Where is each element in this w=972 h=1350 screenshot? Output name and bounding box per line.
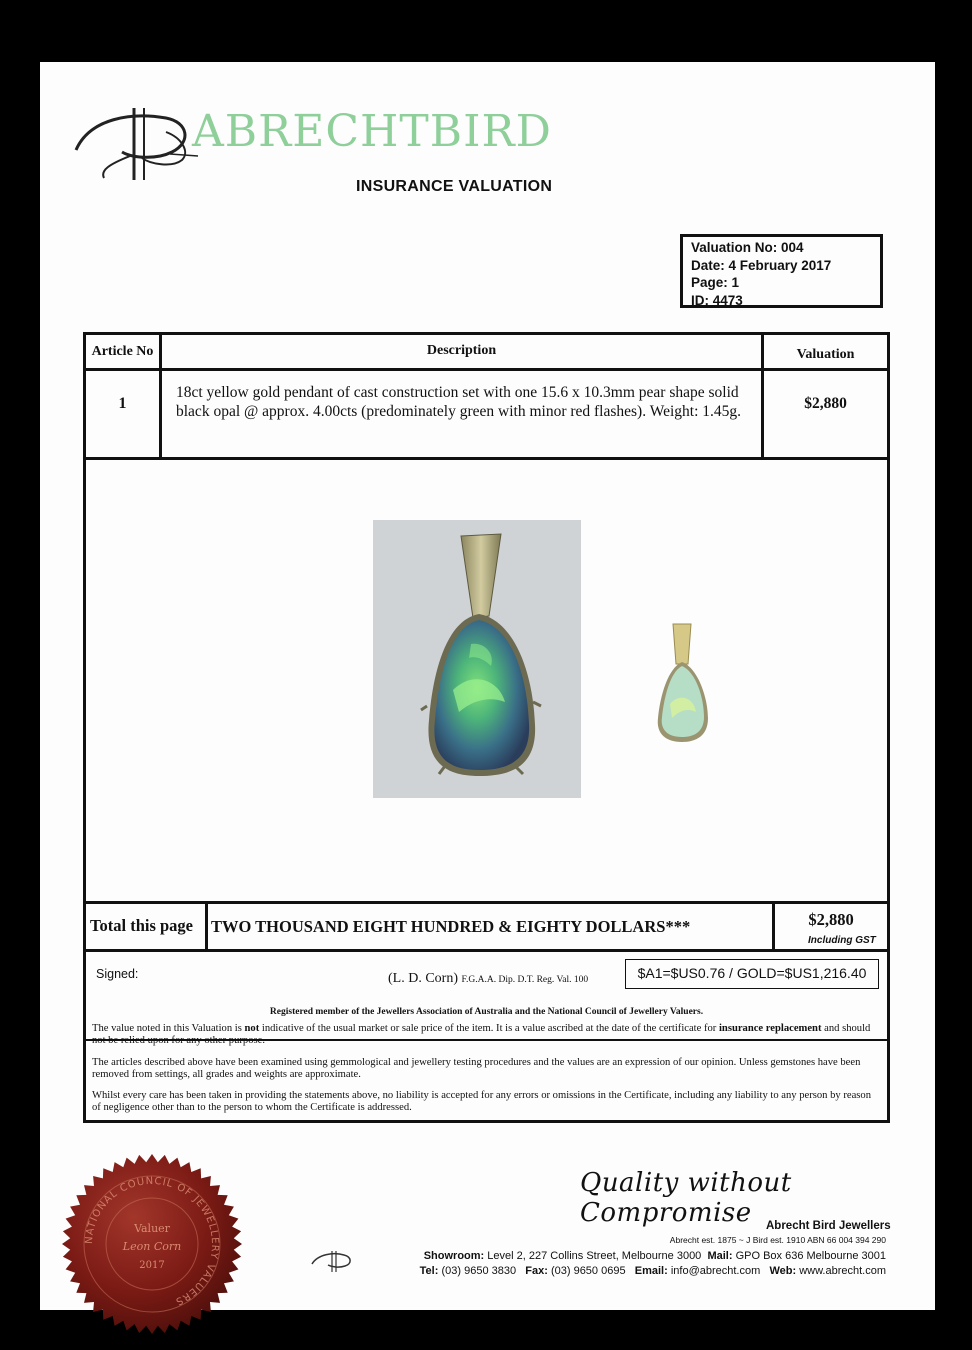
seal-text-line: Valuer [134,1222,170,1235]
valuation-date: Date: 4 February 2017 [691,257,832,273]
total-amount-words: TWO THOUSAND EIGHT HUNDRED & EIGHTY DOLLARS*** [211,917,691,936]
valuation-page: Page: 1 [691,275,740,290]
gst-note: Including GST [808,935,876,946]
total-amount: $2,880 [808,910,854,929]
disclaimer-liability: Whilst every care has been taken in providing the statements above, no liability is accepted for any errors or omissions in the Certificate, including any liability to any person by reason of negligence other than to the person to whom the Certificate is addressed. [92,1090,872,1113]
wax-seal [60,1152,244,1336]
valuation-info-box [680,234,883,308]
valuation-certificate [40,62,935,1310]
valuer-name: (L. D. Corn) [388,971,458,986]
disclaimer-text: and should not be relied upon for any other purpose. [92,1023,871,1046]
column-divider [772,901,775,951]
opal-pendant-photo [373,520,581,798]
disclaimer-text: The value noted in this Valuation is [92,1023,245,1034]
fax-label: Fax: [525,1265,548,1277]
brand-wordmark: ABRECHTBIRD [192,106,552,157]
document-title: INSURANCE VALUATION [356,178,553,195]
disclaimer-text: indicative of the usual market or sale price of the item. It is a value ascribed at the date of the certificate for [259,1023,719,1034]
row-description: 18ct yellow gold pendant of cast construction set with one 15.6 x 10.3mm pear shape solid black opal @ approx. 4.00cts (predominately green with minor red flashes). Weight: 1.45g. [176,384,742,420]
mail-label: Mail: [707,1250,733,1262]
column-divider [205,901,208,951]
tel-number: (03) 9650 3830 [441,1265,517,1277]
showroom-label: Showroom: [423,1250,485,1262]
company-established: Abrecht est. 1875 ~ J Bird est. 1910 ABN 66 004 394 290 [669,1235,886,1245]
valuer-signature [388,971,588,987]
web-link[interactable]: www.abrecht.com [799,1265,886,1277]
seal-text-line: 2017 [139,1260,165,1271]
disclaimer-emphasis: not [244,1023,260,1034]
disclaimer-testing: The articles described above have been examined using gemmological and jewellery testing procedures and the values are an expression of our opinion. Unless gemstones have been removed from settings, all grades and weights are approximate. [92,1057,861,1080]
ab-monogram-logo [70,98,200,184]
table-divider [86,368,887,371]
table-divider [86,457,887,460]
brand-tagline: Quality without Compromise [580,1168,792,1228]
signed-label: Signed: [96,967,139,981]
registration-statement: Registered member of the Jewellers Association of Australia and the National Council of Jewellery Valuers. [269,1007,704,1017]
showroom-address: Level 2, 227 Collins Street, Melbourne 3000 [487,1250,702,1262]
valuation-id: ID: 4473 [691,292,743,308]
row-article-no: 1 [118,395,127,412]
row-valuation: $2,880 [804,395,847,412]
valuation-number: Valuation No: 004 [691,240,804,255]
company-name: Abrecht Bird Jewellers [766,1220,891,1232]
exchange-rate-box: $A1=$US0.76 / GOLD=$US1,216.40 [625,959,879,989]
disclaimer-insurance [92,1023,882,1047]
header-valuation: Valuation [796,347,855,362]
email-link[interactable]: info@abrecht.com [670,1265,761,1277]
fax-number: (03) 9650 0695 [550,1265,626,1277]
valuer-credentials: F.G.A.A. Dip. D.T. Reg. Val. 100 [461,975,589,985]
footer-address-line [340,1250,886,1262]
mail-address: GPO Box 636 Melbourne 3001 [735,1250,886,1262]
footer-contact-line [340,1265,886,1277]
tel-label: Tel: [419,1265,439,1277]
header-article-no: Article No [91,344,154,359]
seal-text-line: Leon Corn [122,1240,182,1253]
seal-ring-text: NATIONAL COUNCIL OF JEWELLERY VALUERS [83,1175,221,1308]
disclaimer-emphasis: insurance replacement [718,1023,822,1034]
opal-pendant-actual-size-photo [646,618,716,748]
total-label: Total this page [90,916,193,935]
valuation-table [83,332,890,1123]
email-label: Email: [634,1265,668,1277]
web-label: Web: [769,1265,797,1277]
header-description: Description [426,343,497,358]
